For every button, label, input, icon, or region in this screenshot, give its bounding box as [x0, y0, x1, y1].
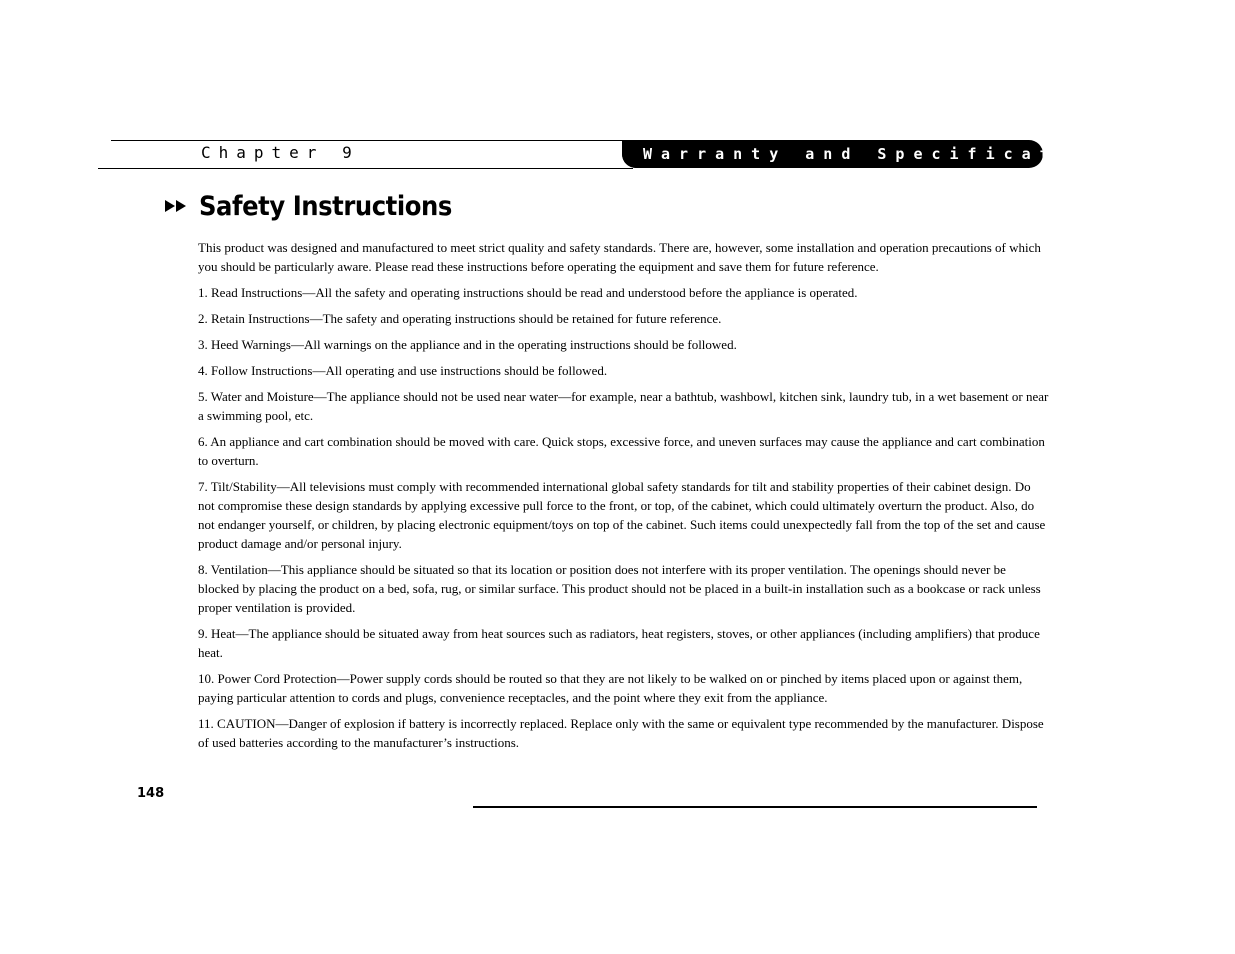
- section-label: Warranty and Specifications: [622, 140, 1043, 168]
- instruction-item: 2. Retain Instructions—The safety and operating instructions should be retained for future reference.: [198, 311, 722, 326]
- header-top-rule: [111, 140, 631, 141]
- instruction-item: 7. Tilt/Stability—All televisions must comply with recommended international global safety standards for tilt and stability properties of their cabinet design. Do not compromise these design standards by applying excessive pull force to the front, or top, of the cabinet, which could ultimately overturn the product. Also, do not endanger yourself, or children, by placing electronic equipment/toys on top of the cabinet. Such items could unexpectedly fall from the top of the set and cause product damage and/or personal injury.: [198, 479, 1046, 551]
- instruction-item: 11. CAUTION—Danger of explosion if battery is incorrectly replaced. Replace only with the same or equivalent type recommended by the manufacturer. Dispose of used batteries according to the manufacturer’s instructions.: [198, 716, 1044, 750]
- chapter-label: Chapter 9: [201, 143, 360, 162]
- page-title: Safety Instructions: [199, 190, 452, 222]
- double-arrow-icon: [165, 199, 189, 213]
- footer-rule: [473, 806, 1037, 808]
- instruction-item: 3. Heed Warnings—All warnings on the appliance and in the operating instructions should be followed.: [198, 337, 737, 352]
- instruction-item: 10. Power Cord Protection—Power supply cords should be routed so that they are not likely to be walked on or pinched by items placed upon or against them, paying particular attention to cords and plugs, convenience receptacles, and the point where they exit from the appliance.: [198, 671, 1023, 705]
- page-number: 148: [137, 786, 165, 801]
- instruction-item: 8. Ventilation—This appliance should be situated so that its location or position does not interfere with its proper ventilation. The openings should never be blocked by placing the product on a bed, sofa, rug, or similar surface. This product should not be placed in a built-in installation such as a bookcase or rack unless proper ventilation is provided.: [198, 562, 1041, 615]
- instruction-item: 5. Water and Moisture—The appliance should not be used near water—for example, near a bathtub, washbowl, kitchen sink, laundry tub, in a wet basement or near a swimming pool, etc.: [198, 389, 1049, 423]
- intro-paragraph: This product was designed and manufactured to meet strict quality and safety standards. There are, however, some installation and operation precautions of which you should be particularly aware. Please read these instructions before operating the equipment and save them for future reference.: [198, 240, 1041, 274]
- body-text: [198, 238, 1050, 759]
- header-bottom-rule: [98, 168, 633, 169]
- instruction-item: 9. Heat—The appliance should be situated away from heat sources such as radiators, heat registers, stoves, or other appliances (including amplifiers) that produce heat.: [198, 626, 1040, 660]
- instruction-item: 6. An appliance and cart combination should be moved with care. Quick stops, excessive force, and uneven surfaces may cause the appliance and cart combination to overturn.: [198, 434, 1045, 468]
- instruction-item: 4. Follow Instructions—All operating and use instructions should be followed.: [198, 363, 608, 378]
- instruction-item: 1. Read Instructions—All the safety and operating instructions should be read and understood before the appliance is operated.: [198, 285, 858, 300]
- title-row: [165, 188, 480, 224]
